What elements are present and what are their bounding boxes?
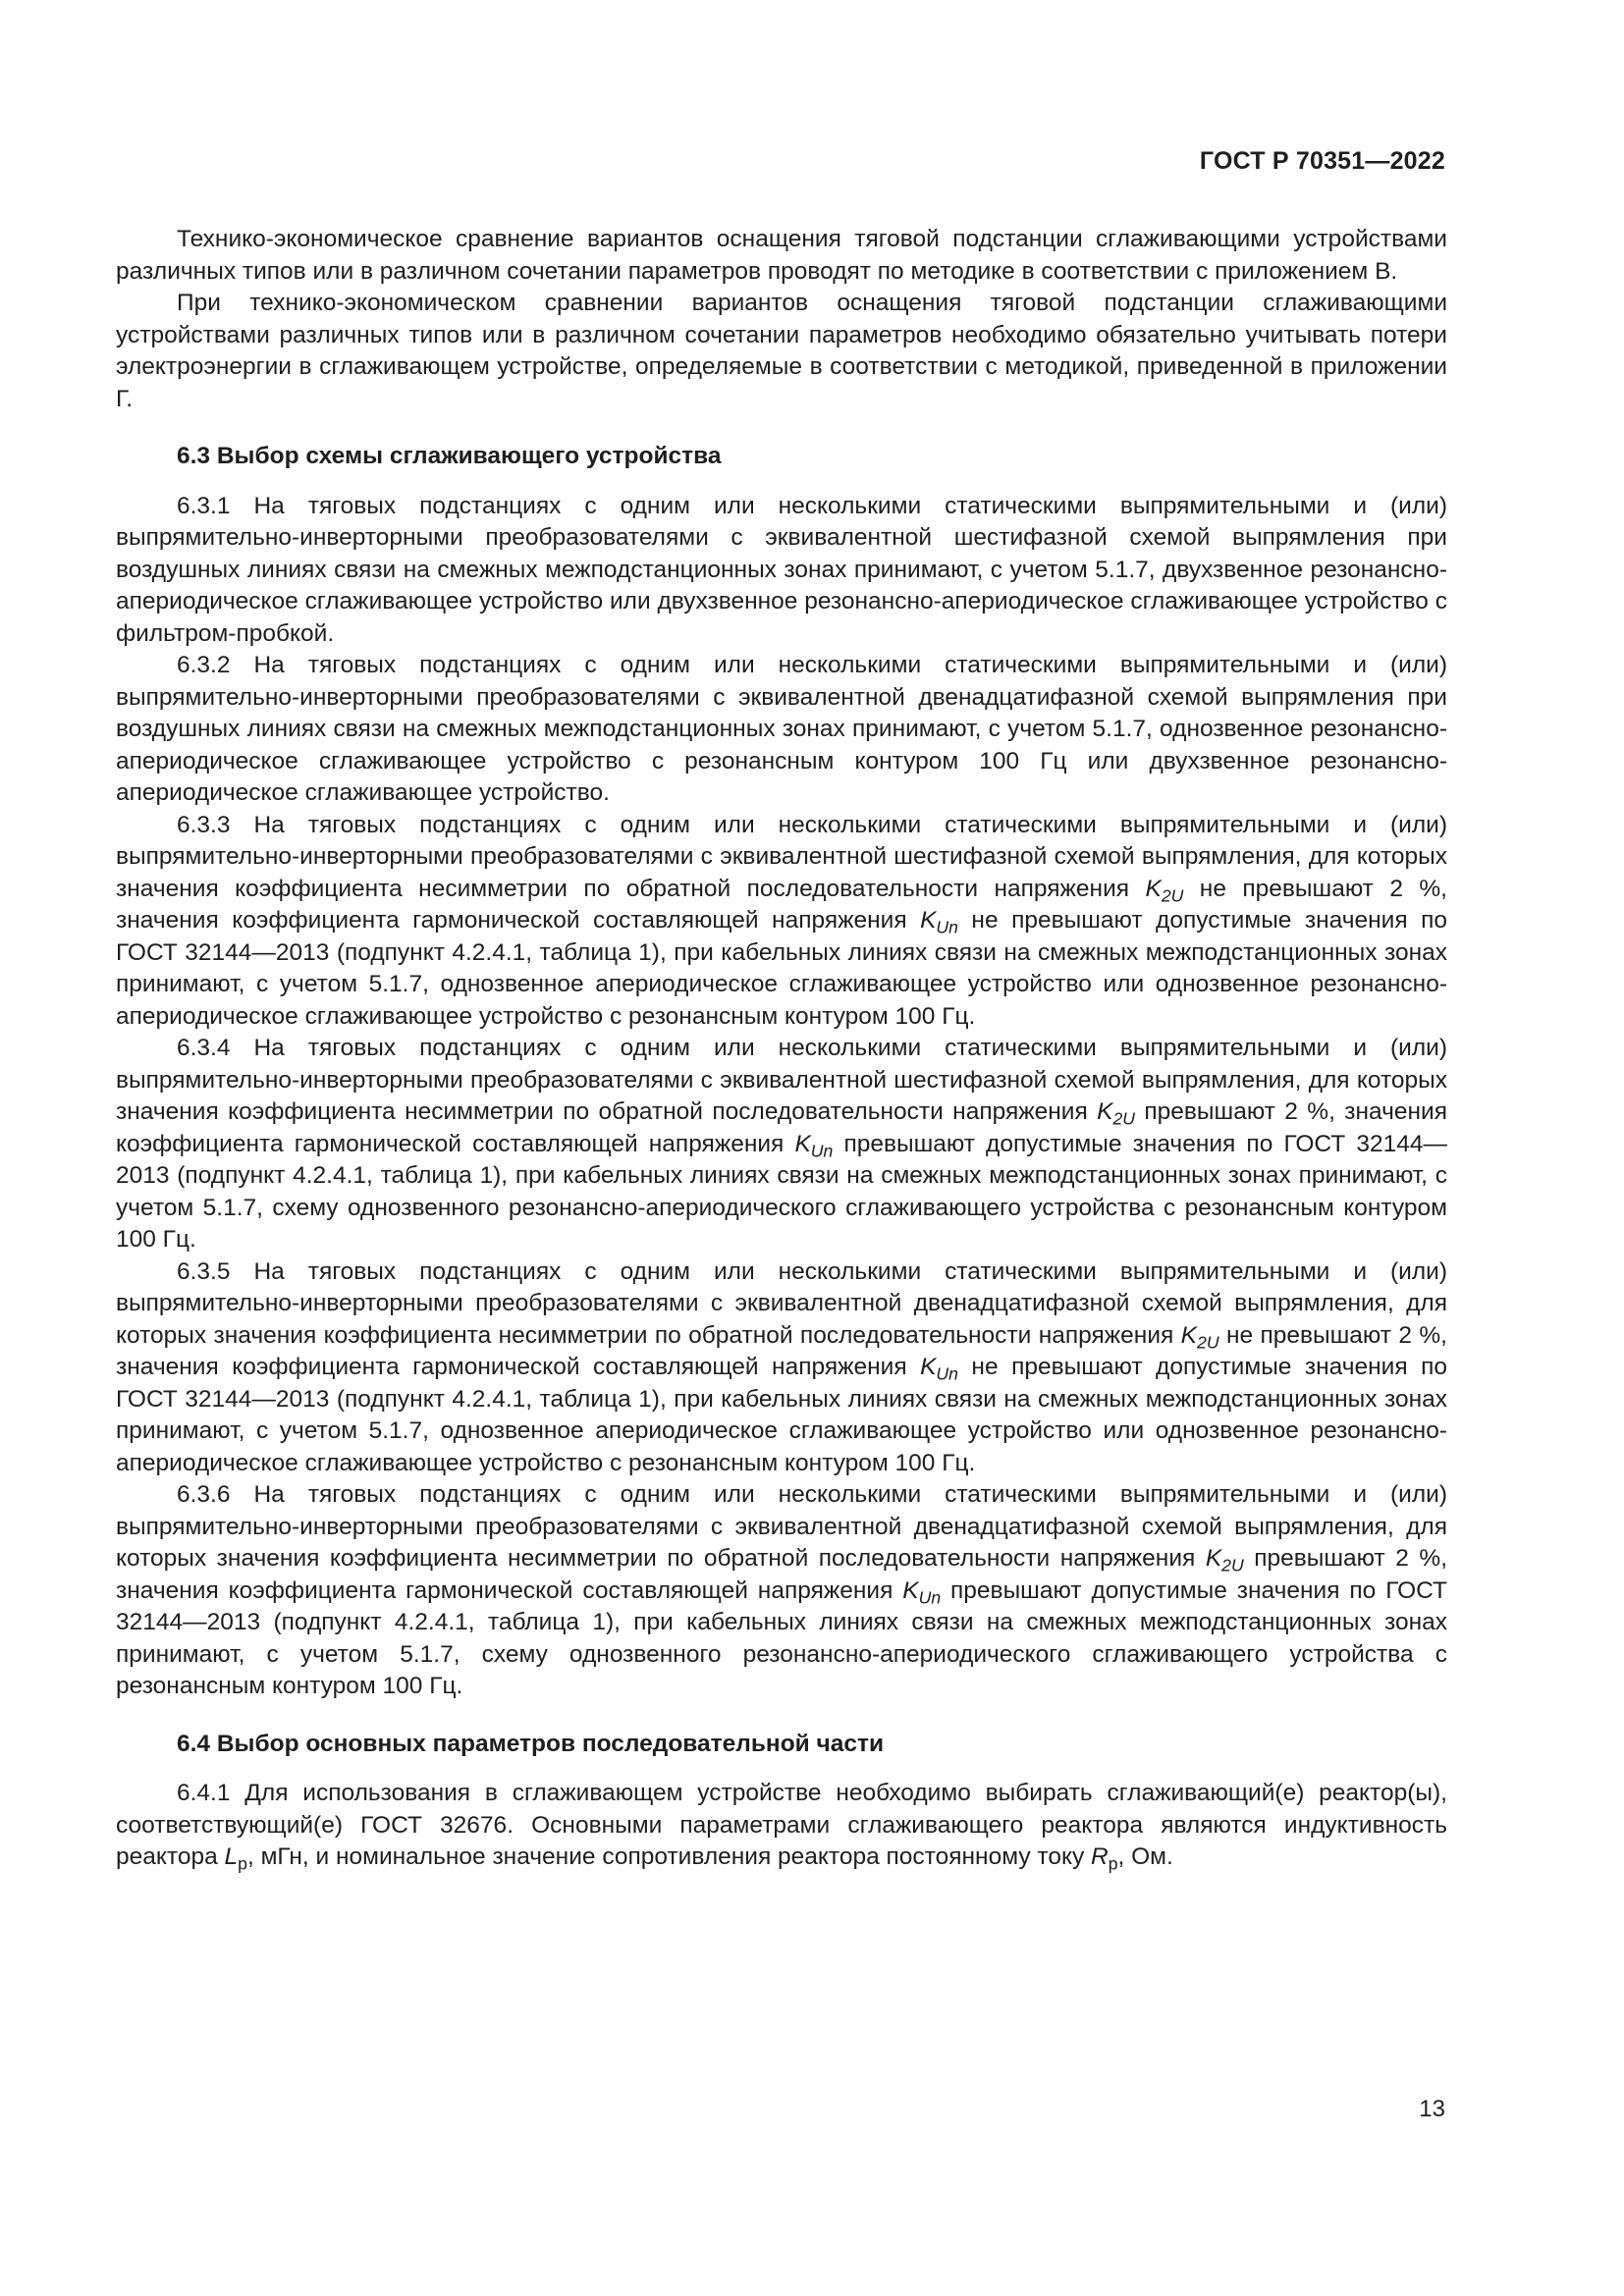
symbol-kun: $K_{Un}$ <box>920 1354 958 1384</box>
symbol-kun: $K_{Un}$ <box>902 1576 942 1608</box>
section-heading-6-4: 6.4 Выбор основных параметров последовательной части <box>177 1730 885 1757</box>
paragraph-losses: При технико-экономическом сравнении вариантов оснащения тяговой подстанции сглаживающими устройствами различных типов или в различном сочетании параметров необходимо обязательно учитывать потери электроэнергии в сглаживающем устройстве, определяемые в соответствии с методикой, приведенной в приложении Г. <box>116 290 1447 412</box>
symbol-k2u: $K_{2U}$ <box>1180 1321 1219 1353</box>
clause-6-3-1: 6.3.1 На тяговых подстанциях с одним или несколькими статическими выпрямительными и (или) выпрямительно-инверторными преобразователями с эквивалентной шестифазной схемой выпрямления при воздушных линиях связи на смежных межподстанционных зонах принимают, с учетом 5.1.7, двухзвенное резонансно-апериодическое сглаживающее устройство или двухзвенное резонансно-апериодическое сглаживающее устройство с фильтром-пробкой. <box>116 492 1447 647</box>
symbol-k2u: $K_{2U}$ <box>1097 1098 1135 1129</box>
section-heading-6-3: 6.3 Выбор схемы сглаживающего устройства <box>177 443 722 469</box>
clause-6-4-1: 6.4.1 Для использования в сглаживающем устройстве необходимо выбирать сглаживающий(е) реактор(ы), соответствующий(е) ГОСТ 32676. Основными параметрами сглаживающего реактора являются индуктивность реактора $L_р$, мГн, и номинальное значение сопротивления реактора постоянному току $R_р$, Ом. <box>116 1780 1447 1874</box>
clause-6-3-5: 6.3.5 На тяговых подстанциях с одним или несколькими статическими выпрямительными и (или) выпрямительно-инверторными преобразователями с эквивалентной двенадцатифазной схемой выпрямления, для которых значения коэффициента несимметрии по обратной последовательности напряжения $K_{2U}$ не превышают 2 %, значения коэффициента гармонической составляющей напряжения $K_{Un}$ не превышают допустимые значения по ГОСТ 32144—2013 (подпункт 4.2.4.1, таблица 1), при кабельных линиях связи на смежных межподстанционных зонах принимают, с учетом 5.1.7, однозвенное апериодическое сглаживающее устройство или однозвенное резонансно-апериодическое сглаживающее устройство с резонансным контуром 100 Гц. <box>116 1257 1448 1476</box>
symbol-lp: $L_р$ <box>224 1843 247 1874</box>
page-number: 13 <box>1419 2096 1445 2122</box>
clause-6-3-4: 6.3.4 На тяговых подстанциях с одним или несколькими статическими выпрямительными и (или) выпрямительно-инверторными преобразователями с эквивалентной шестифазной схемой выпрямления, для которых значения коэффициента несимметрии по обратной последовательности напряжения $K_{2U}$ превышают 2 %, значения коэффициента гармонической составляющей напряжения $K_{Un}$ превышают допустимые значения по ГОСТ 32144—2013 (подпункт 4.2.4.1, таблица 1), при кабельных линиях связи на смежных межподстанционных зонах принимают, с учетом 5.1.7, схему однозвенного резонансно-апериодического сглаживающего устройства с резонансным контуром 100 Гц. <box>116 1035 1448 1253</box>
clause-6-3-3: 6.3.3 На тяговых подстанциях с одним или несколькими статическими выпрямительными и (или) выпрямительно-инверторными преобразователями с эквивалентной шестифазной схемой выпрямления, для которых значения коэффициента несимметрии по обратной последовательности напряжения $K_{2U}$ не превышают 2 %, значения коэффициента гармонической составляющей напряжения $K_{Un}$ не превышают допустимые значения по ГОСТ 32144—2013 (подпункт 4.2.4.1, таблица 1), при кабельных линиях связи на смежных межподстанционных зонах принимают, с учетом 5.1.7, однозвенное апериодическое сглаживающее устройство или однозвенное резонансно-апериодическое сглаживающее устройство с резонансным контуром 100 Гц. <box>116 811 1448 1030</box>
document-id: ГОСТ Р 70351—2022 <box>1199 147 1445 175</box>
paragraph-comparison: Технико-экономическое сравнение вариантов оснащения тяговой подстанции сглаживающими устройствами различных типов или в различном сочетании параметров проводят по методике в соответствии с приложением В. <box>116 226 1447 285</box>
clause-6-3-2: 6.3.2 На тяговых подстанциях с одним или несколькими статическими выпрямительными и (или) выпрямительно-инверторными преобразователями с эквивалентной двенадцатифазной схемой выпрямления при воздушных линиях связи на смежных межподстанционных зонах принимают, с учетом 5.1.7, однозвенное резонансно-апериодическое сглаживающее устройство с резонансным контуром 100 Гц или двухзвенное резонансно-апериодическое сглаживающее устройство. <box>116 652 1447 806</box>
symbol-rp: $R_р$ <box>1091 1843 1118 1874</box>
symbol-k2u: $K_{2U}$ <box>1205 1545 1244 1575</box>
symbol-k2u: $K_{2U}$ <box>1145 875 1184 906</box>
symbol-kun: $K_{Un}$ <box>794 1130 834 1161</box>
page-content <box>116 224 1447 1874</box>
clause-6-3-6: 6.3.6 На тяговых подстанциях с одним или несколькими статическими выпрямительными и (или) выпрямительно-инверторными преобразователями с эквивалентной двенадцатифазной схемой выпрямления, для которых значения коэффициента несимметрии по обратной последовательности напряжения $K_{2U}$ превышают 2 %, значения коэффициента гармонической составляющей напряжения $K_{Un}$ превышают допустимые значения по ГОСТ 32144—2013 (подпункт 4.2.4.1, таблица 1), при кабельных линиях связи на смежных межподстанционных зонах принимают, с учетом 5.1.7, схему однозвенного резонансно-апериодического сглаживающего устройства с резонансным контуром 100 Гц. <box>116 1481 1447 1699</box>
symbol-kun: $K_{Un}$ <box>920 907 958 937</box>
